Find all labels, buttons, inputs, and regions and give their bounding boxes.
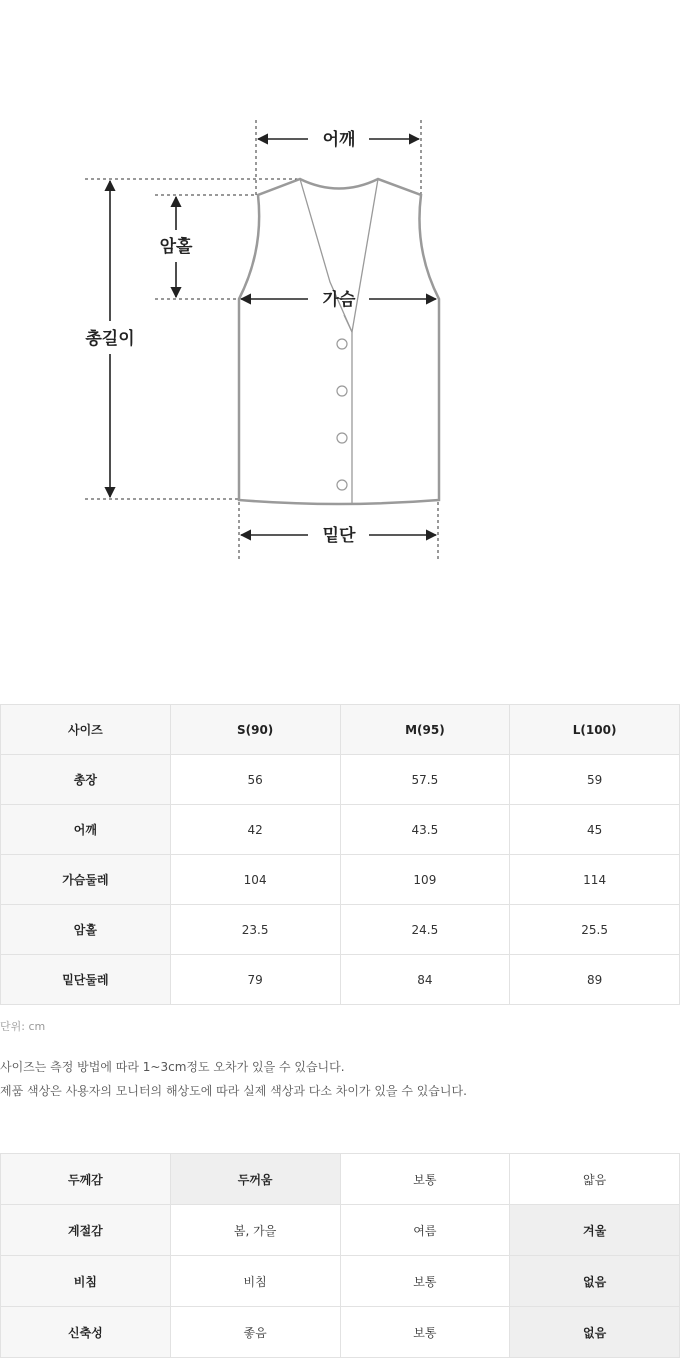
size-table [0, 704, 680, 1005]
attribute-option: 겨울 [510, 1205, 680, 1256]
attribute-row [1, 1307, 680, 1358]
attribute-option: 좋음 [170, 1307, 340, 1358]
shoulder-label: 어깨 [322, 130, 356, 150]
table-row [1, 905, 680, 955]
header-cell: M(95) [340, 705, 510, 755]
header-cell: L(100) [510, 705, 680, 755]
attribute-row [1, 1154, 680, 1205]
attribute-option: 없음 [510, 1256, 680, 1307]
row-label: 총장 [1, 755, 171, 805]
attribute-option: 비침 [170, 1256, 340, 1307]
table-row [1, 855, 680, 905]
attribute-option: 보통 [340, 1154, 510, 1205]
table-cell: 57.5 [340, 755, 510, 805]
row-label: 밑단둘레 [1, 955, 171, 1005]
attribute-option: 두꺼움 [170, 1154, 340, 1205]
table-row [1, 755, 680, 805]
table-cell: 45 [510, 805, 680, 855]
attribute-option: 봄, 가을 [170, 1205, 340, 1256]
hem-label: 밑단 [322, 526, 356, 546]
size-disclaimer: 사이즈는 측정 방법에 따라 1~3cm정도 오차가 있을 수 있습니다. [0, 1060, 345, 1074]
attribute-label: 계절감 [1, 1205, 171, 1256]
chest-label: 가슴 [322, 290, 356, 310]
attribute-option: 얇음 [510, 1154, 680, 1205]
total-length-label: 총길이 [85, 329, 135, 349]
table-cell: 104 [170, 855, 340, 905]
table-cell: 24.5 [340, 905, 510, 955]
attribute-option: 보통 [340, 1307, 510, 1358]
attribute-row [1, 1205, 680, 1256]
row-label: 가슴둘레 [1, 855, 171, 905]
attribute-option: 없음 [510, 1307, 680, 1358]
vest-measurement-diagram [0, 0, 680, 640]
unit-note: 단위: cm [0, 1020, 46, 1033]
attribute-label: 비침 [1, 1256, 171, 1307]
vest-outline [239, 179, 439, 504]
header-cell: 사이즈 [1, 705, 171, 755]
table-header-row [1, 705, 680, 755]
color-disclaimer: 제품 색상은 사용자의 모니터의 해상도에 따라 실제 색상과 다소 차이가 있을 수 있습니다. [0, 1084, 467, 1098]
table-cell: 84 [340, 955, 510, 1005]
table-cell: 109 [340, 855, 510, 905]
armhole-label: 암홀 [159, 237, 193, 257]
table-cell: 25.5 [510, 905, 680, 955]
row-label: 어깨 [1, 805, 171, 855]
attribute-label: 두께감 [1, 1154, 171, 1205]
attribute-label: 신축성 [1, 1307, 171, 1358]
table-cell: 42 [170, 805, 340, 855]
header-cell: S(90) [170, 705, 340, 755]
table-row [1, 805, 680, 855]
attribute-option: 여름 [340, 1205, 510, 1256]
attribute-option: 보통 [340, 1256, 510, 1307]
table-cell: 23.5 [170, 905, 340, 955]
table-cell: 59 [510, 755, 680, 805]
row-label: 암홀 [1, 905, 171, 955]
table-cell: 79 [170, 955, 340, 1005]
table-cell: 89 [510, 955, 680, 1005]
table-cell: 114 [510, 855, 680, 905]
attribute-row [1, 1256, 680, 1307]
table-row [1, 955, 680, 1005]
table-cell: 56 [170, 755, 340, 805]
table-cell: 43.5 [340, 805, 510, 855]
fabric-attribute-table [0, 1153, 680, 1358]
